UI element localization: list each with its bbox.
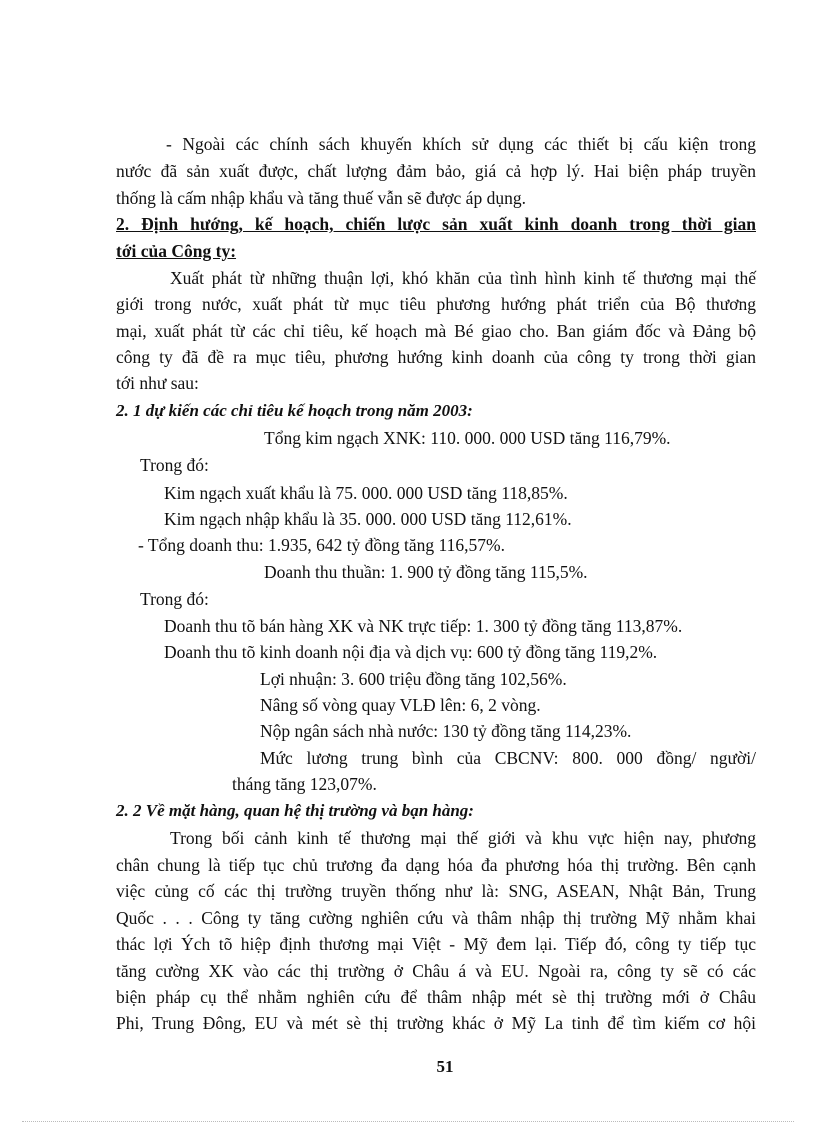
para2-line-5: tới như sau: [116,373,199,393]
target-trong-do-1: Trong đó: [140,455,209,475]
para3-line-6: tăng cường XK vào các thị trường ở Châu á và EU. Ngoài ra, công ty sẽ có các [116,961,756,981]
para2-line-2: giới trong nước, xuất phát từ mục tiêu phương hướng phát triển của Bộ thương [116,294,756,314]
subheading-2-1: 2. 1 dự kiến các chỉ tiêu kế hoạch trong năm 2003: [116,401,473,420]
target-domestic: Doanh thu tõ kinh doanh nội địa và dịch vụ: 600 tỷ đồng tăng 119,2%. [164,642,658,662]
target-total: Tổng kim ngạch XNK: 110. 000. 000 USD tăng 116,79%. [264,428,671,448]
para2-line-3: mại, xuất phát từ các chỉ tiêu, kế hoạch mà Bé giao cho. Ban giám đốc và Đảng bộ [116,321,756,341]
target-direct: Doanh thu tõ bán hàng XK và NK trực tiếp: 1. 300 tỷ đồng tăng 113,87%. [164,616,683,636]
target-export: Kim ngạch xuất khẩu là 75. 000. 000 USD tăng 118,85%. [164,483,568,503]
para3-line-2: chân chung là tiếp tục chủ trương đa dạng hóa đa phương hóa thị trường. Bên cạnh [116,855,756,875]
section-heading-line-2: tới của Công ty: [116,241,237,261]
target-trong-do-2: Trong đó: [140,589,209,609]
para2-line-1: Xuất phát từ những thuận lợi, khó khăn của tình hình kinh tế thương mại thế [170,268,756,288]
para3-line-4: Quốc . . . Công ty tăng cường nghiên cứu và thâm nhập thị trường Mỹ nhằm khai [116,908,756,928]
para3-line-7: biện pháp cụ thể nhằm nghiên cứu để thâm nhập mét sè thị trường mới ở Châu [116,987,756,1007]
target-profit: Lợi nhuận: 3. 600 triệu đồng tăng 102,56%. [260,669,567,689]
para3-line-1: Trong bối cảnh kinh tế thương mại thế giới và khu vực hiện nay, phương [170,828,756,848]
section-heading-line-1: 2. Định hướng, kế hoạch, chiến lược sản xuất kinh doanh trong thời gian [116,214,756,234]
target-salary-line-1: Mức lương trung bình của CBCNV: 800. 000 đồng/ người/ [260,748,756,768]
para3-line-3: việc củng cố các thị trường truyền thống như là: SNG, ASEAN, Nhật Bản, Trung [116,881,756,901]
para3-line-5: thác lợi Ých tõ hiệp định thương mại Việt - Mỹ đem lại. Tiếp đó, công ty tiếp tục [116,934,756,954]
target-salary-line-2: tháng tăng 123,07%. [232,774,377,794]
page-bottom-border [22,1121,794,1122]
target-turnover: Nâng số vòng quay VLĐ lên: 6, 2 vòng. [260,695,541,715]
para1-line-1: - Ngoài các chính sách khuyến khích sử dụng các thiết bị cấu kiện trong [166,134,756,154]
target-net-revenue: Doanh thu thuần: 1. 900 tỷ đồng tăng 115,5%. [264,562,588,582]
target-budget: Nộp ngân sách nhà nước: 130 tỷ đồng tăng 114,23%. [260,721,632,741]
subheading-2-2: 2. 2 Về mặt hàng, quan hệ thị trường và bạn hàng: [116,801,474,820]
para3-line-8: Phi, Trung Đông, EU và mét sè thị trường khác ở Mỹ La tinh để tìm kiếm cơ hội [116,1013,756,1033]
para2-line-4: công ty đã đề ra mục tiêu, phương hướng kinh doanh của công ty trong thời gian [116,347,756,367]
para1-line-2: nước đã sản xuất được, chất lượng đảm bảo, giá cả hợp lý. Hai biện pháp truyền [116,161,756,181]
target-revenue: - Tổng doanh thu: 1.935, 642 tỷ đồng tăng 116,57%. [138,535,505,555]
para1-line-3: thống là cấm nhập khẩu và tăng thuế vẫn sẽ được áp dụng. [116,188,526,208]
page-number: 51 [436,1057,454,1076]
target-import: Kim ngạch nhập khẩu là 35. 000. 000 USD tăng 112,61%. [164,509,572,529]
